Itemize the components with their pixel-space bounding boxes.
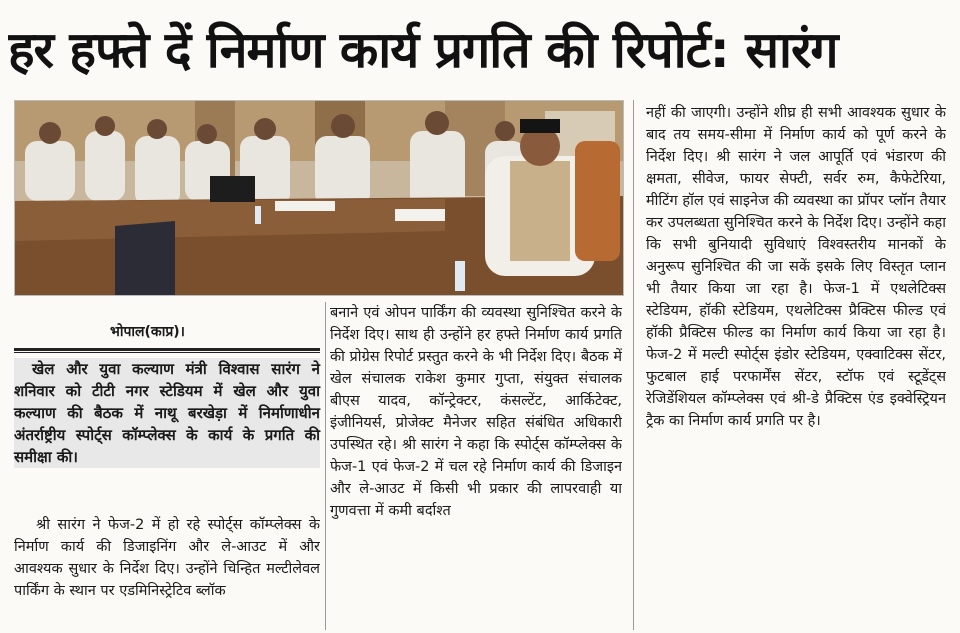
body-column-2 bbox=[330, 302, 622, 630]
meeting-photo-illustration bbox=[15, 101, 623, 295]
dateline: भोपाल(काप्र)। bbox=[110, 324, 185, 340]
column-1-text bbox=[14, 514, 320, 602]
column-divider-2 bbox=[633, 100, 634, 630]
column-divider-1 bbox=[325, 302, 326, 630]
column-3-text: नहीं की जाएगी। उन्होंने शीघ्र ही सभी आवश्यक सुधार के बाद तय समय-सीमा में निर्माण कार्य को पूर्ण करने के निर्देश दिए। श्री सारंग ने जल आपूर्ति एवं भंडारण की क्षमता, सीवेज, फायर सेफ्टी, सर्वर रुम, कैफेटेरिया, मीटिंग हॉल एवं साइनेज की व्यवस्था का प्रॉपर प्लॉन तैयार कर उपलब्धता सुनिश्चित करने के निर्देश दिए। उन्होंने कहा कि सभी बुनियादी सुविधाएं विश्वस्तरीय मानकों के अनुरूप सुनिश्चित की जा सकें इसके लिए विस्तृत प्लान भी तैयार किया जा रहा है। फेज-1 में एथलेटिक्स स्टेडियम, हॉकी स्टेडियम, एथलेटिक्स प्रैक्टिस फील्ड एवं हॉकी प्रैक्टिस फील्ड का निर्माण कार्य किया जा रहा है। फेज-2 में मल्टी स्पोर्ट्स इंडोर स्टेडियम, एक्वाटिक्स सेंटर, फुटबाल हाई परफार्मेंस सेंटर, स्टॉफ एवं स्टूडेंट्स रेजिडेंशियल कॉम्प्लेक्स एवं श्री-डे प्रैक्टिस एंड इक्वेस्ट्रियन ट्रैक का निर्माण कार्य प्रगति पर है। bbox=[646, 105, 946, 429]
meeting-photo bbox=[14, 100, 624, 296]
lead-text: खेल और युवा कल्याण मंत्री विश्वास सारंग ने शनिवार को टीटी नगर स्टेडियम में खेल और युवा कल्याण की बैठक में नाथू बरखेड़ा में निर्माणाधीन अंतर्राष्ट्रीय स्पोर्ट्स कॉम्प्लेक्स के कार्य के प्रगति की समीक्षा की। bbox=[14, 360, 320, 466]
column-2-text: बनाने एवं ओपन पार्किंग की व्यवस्था सुनिश्चित करने के निर्देश दिए। साथ ही उन्होंने हर हफ्ते निर्माण कार्य प्रगति की प्रोग्रेस रिपोर्ट प्रस्तुत करने के भी निर्देश दिए। बैठक में खेल संचालक राकेश कुमार गुप्ता, संयुक्त संचालक बीएस यादव, कॉन्ट्रेक्टर, कंसल्टेंट, आर्किटेक्ट, इंजीनियर्स, प्रोजेक्ट मैनेजर सहित संबंधित अधिकारी उपस्थित रहे। श्री सारंग ने कहा कि स्पोर्ट्स कॉम्प्लेक्स के फेज-1 एवं फेज-2 में चल रहे निर्माण कार्य की डिजाइन और ले-आउट में किसी भी प्रकार की लापरवाही या गुणवत्ता में कमी बर्दाश्त bbox=[330, 305, 622, 519]
body-column-1 bbox=[14, 514, 320, 630]
body-column-3 bbox=[646, 102, 946, 630]
headline: हर हफ्ते दें निर्माण कार्य प्रगति की रिपोर्ट: सारंग bbox=[8, 21, 838, 79]
lead-paragraph bbox=[14, 358, 320, 468]
section-rule bbox=[14, 348, 320, 351]
column-1-body: श्री सारंग ने फेज-2 में हो रहे स्पोर्ट्स कॉम्प्लेक्स के निर्माण कार्य की डिजाइनिंग और ले-आउट में और आवश्यक सुधार के निर्देश दिए। उन्होंने चिन्हित मल्टीलेवल पार्किंग के स्थान पर एडमिनिस्ट्रेटिव ब्लॉक bbox=[14, 517, 320, 599]
section-rule-thin bbox=[14, 352, 320, 353]
